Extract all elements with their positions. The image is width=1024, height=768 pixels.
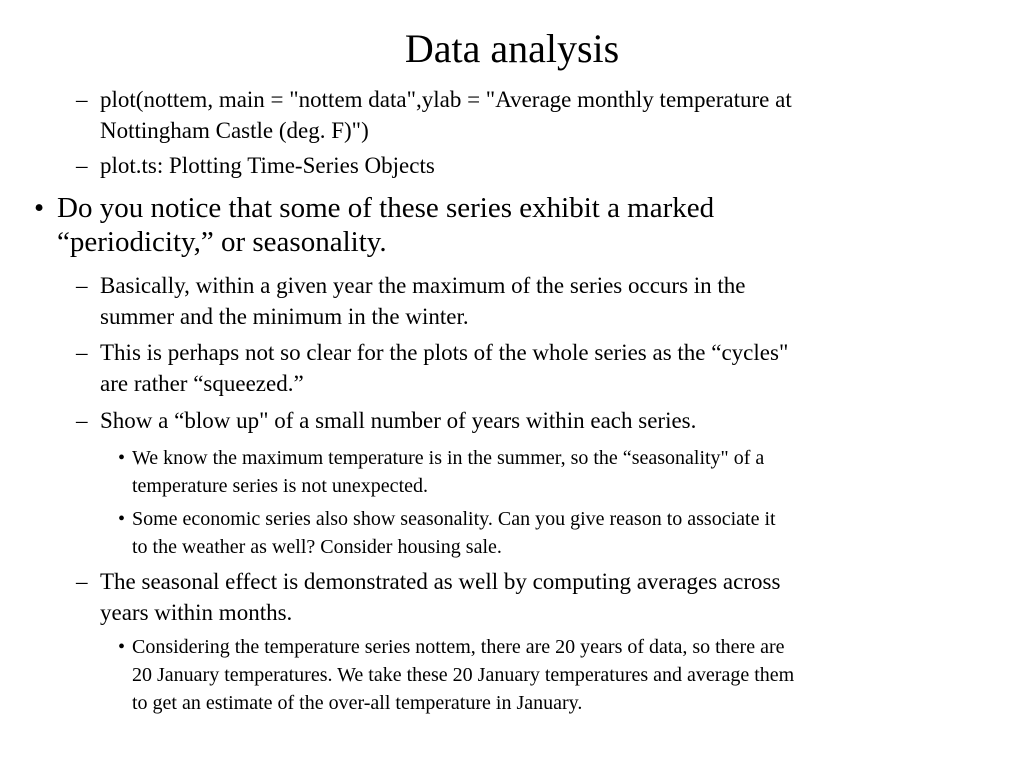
bullet-text (76, 84, 792, 146)
sub-sub-bullet-economic-series (118, 505, 776, 561)
bullet-line: summer and the minimum in the winter. (100, 304, 469, 329)
bullet-line: years within months. (100, 600, 293, 625)
bullet-line: to the weather as well? Consider housing sale. (132, 536, 502, 558)
bullet-text (76, 566, 780, 628)
bullet-line: Some economic series also show seasonality. Can you give reason to associate it (132, 508, 776, 530)
bullet-line: We know the maximum temperature is in the summer, so the “seasonality" of a (132, 447, 765, 469)
bullet-text (118, 633, 794, 717)
bullet-text (118, 505, 776, 561)
sub-bullet-cycles-squeezed (76, 337, 788, 399)
dash-marker: – (76, 569, 88, 594)
bullet-text (34, 191, 714, 259)
bullet-text (118, 444, 764, 500)
bullet-line: Considering the temperature series nottem, there are 20 years of data, so there are (132, 636, 785, 658)
bullet-line: “periodicity,” or seasonality. (57, 226, 387, 258)
bullet-line: The seasonal effect is demonstrated as well by computing averages across (100, 569, 781, 594)
bullet-line: Do you notice that some of these series exhibit a marked (57, 192, 715, 224)
bullet-line: temperature series is not unexpected. (132, 475, 428, 497)
dash-marker: – (76, 273, 88, 298)
bullet-line: to get an estimate of the over-all temperature in January. (132, 692, 583, 714)
bullet-marker: • (118, 636, 126, 658)
sub-bullet-maximum-summer (76, 270, 746, 332)
bullet-line: Show a “blow up" of a small number of years within each series. (100, 408, 697, 433)
slide-title: Data analysis (404, 26, 620, 71)
bullet-line: plot.ts: Plotting Time-Series Objects (100, 153, 435, 178)
bullet-text (76, 337, 788, 399)
bullet-marker: • (34, 192, 45, 224)
dash-marker: – (76, 408, 88, 433)
bullet-line: 20 January temperatures. We take these 20 January temperatures and average them (132, 664, 795, 686)
bullet-marker: • (118, 447, 126, 469)
sub-sub-bullet-january-average (118, 633, 794, 717)
bullet-text (76, 405, 696, 436)
sub-sub-bullet-temperature-seasonality (118, 444, 764, 500)
sub-bullet-plot-ts (76, 150, 435, 181)
bullet-line: Nottingham Castle (deg. F)") (100, 118, 369, 143)
bullet-line: plot(nottem, main = "nottem data",ylab = "Average monthly temperature at (100, 87, 792, 112)
sub-bullet-plot-command (76, 84, 792, 146)
dash-marker: – (76, 340, 88, 365)
bullet-marker: • (118, 508, 126, 530)
bullet-text (76, 270, 746, 332)
bullet-line: This is perhaps not so clear for the plots of the whole series as the “cycles" (100, 340, 789, 365)
bullet-text (76, 150, 435, 181)
sub-bullet-seasonal-effect (76, 566, 780, 628)
bullet-line: Basically, within a given year the maximum of the series occurs in the (100, 273, 746, 298)
bullet-line: are rather “squeezed.” (100, 371, 304, 396)
sub-bullet-blow-up (76, 405, 696, 436)
dash-marker: – (76, 87, 88, 112)
dash-marker: – (76, 153, 88, 178)
bullet-periodicity (34, 191, 714, 259)
